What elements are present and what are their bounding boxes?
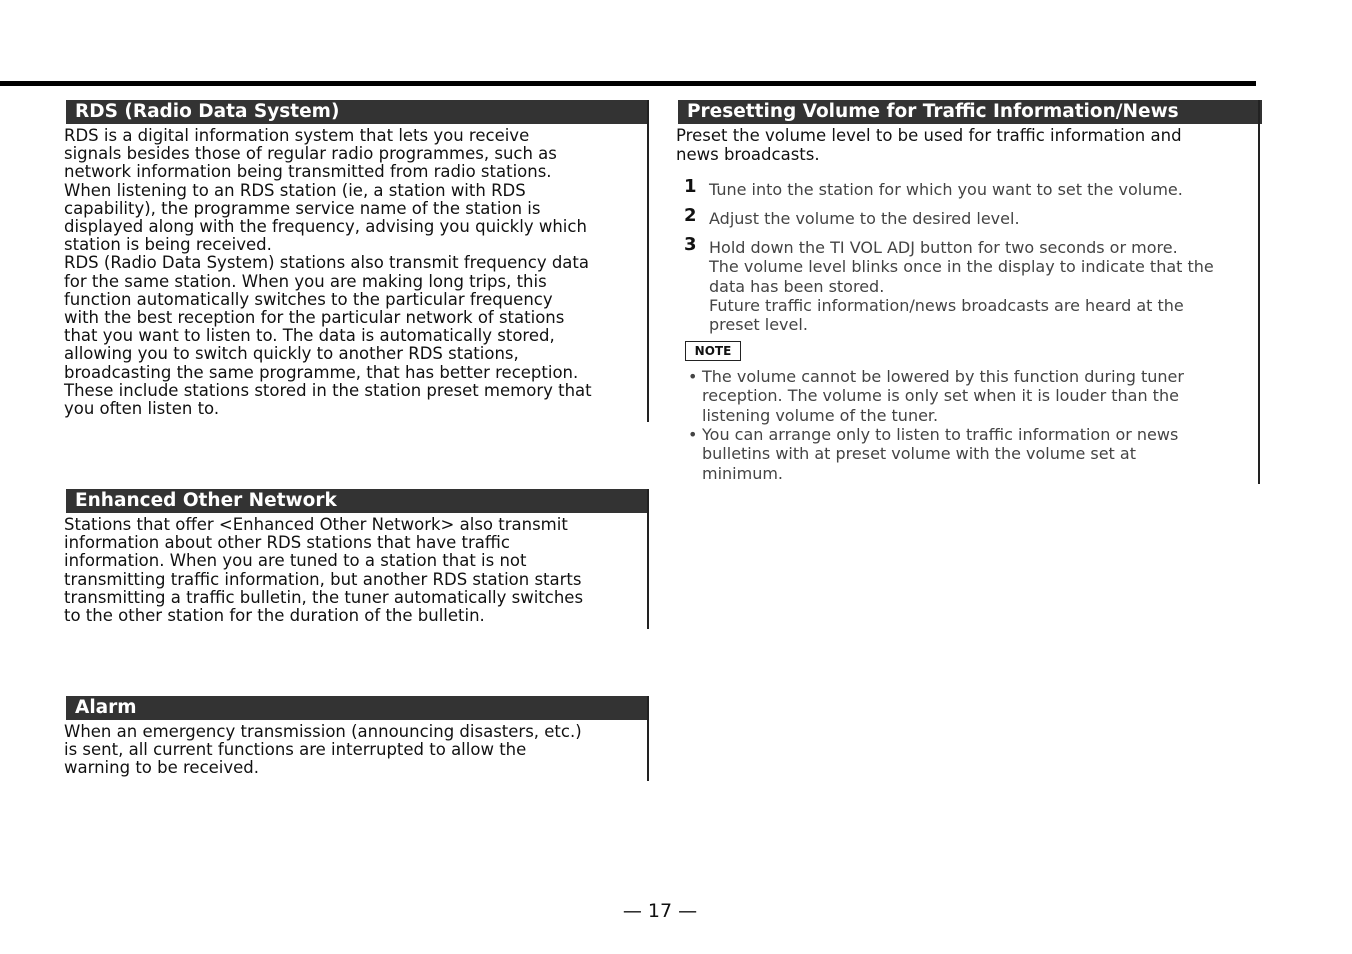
text-line: Stations that offer <Enhanced Other Network> also transmit bbox=[64, 515, 568, 534]
section-heading-alarm: Alarm bbox=[66, 696, 649, 720]
text-line: to the other station for the duration of the bulletin. bbox=[64, 606, 485, 626]
text-line: You can arrange only to listen to traffic information or news bbox=[702, 425, 1179, 444]
section-enhanced-other-network bbox=[64, 489, 649, 629]
text-line: Adjust the volume to the desired level. bbox=[709, 209, 1020, 228]
text-line: reception. The volume is only set when it is louder than the bbox=[702, 386, 1179, 406]
text-line: capability), the programme service name of the station is bbox=[64, 198, 541, 218]
text-line: minimum. bbox=[702, 463, 784, 483]
text-line: function automatically switches to the particular frequency bbox=[64, 289, 553, 309]
step-text bbox=[709, 180, 1183, 199]
text-line: Hold down the TI VOL ADJ button for two seconds or more. bbox=[709, 238, 1178, 257]
top-rule bbox=[0, 81, 1256, 86]
text-line: warning to be received. bbox=[64, 758, 260, 778]
note-badge: NOTE bbox=[685, 341, 741, 361]
text-line: information. When you are tuned to a station that is not bbox=[64, 551, 527, 571]
text-line: transmitting traffic information, but another RDS station starts bbox=[64, 569, 582, 589]
section-border bbox=[647, 100, 649, 422]
section-presetting-volume bbox=[676, 100, 1262, 484]
note-text bbox=[702, 367, 1184, 425]
section-border bbox=[647, 696, 649, 781]
text-line: Future traffic information/news broadcasts are heard at the bbox=[709, 295, 1184, 315]
text-line: preset level. bbox=[709, 315, 808, 335]
text-line: The volume cannot be lowered by this function during tuner bbox=[702, 367, 1184, 386]
text-line: allowing you to switch quickly to another RDS stations, bbox=[64, 344, 519, 364]
text-line: news broadcasts. bbox=[676, 144, 820, 164]
section-border bbox=[1258, 100, 1260, 484]
section-rds bbox=[64, 100, 649, 422]
text-line: displayed along with the frequency, advising you quickly which bbox=[64, 217, 587, 237]
text-line: Preset the volume level to be used for traffic information and bbox=[676, 126, 1182, 145]
text-line: transmitting a traffic bulletin, the tuner automatically switches bbox=[64, 587, 584, 607]
text-line: These include stations stored in the station preset memory that bbox=[64, 380, 592, 400]
text-line: information about other RDS stations that have traffic bbox=[64, 533, 510, 553]
section-heading-rds: RDS (Radio Data System) bbox=[66, 100, 649, 124]
text-line: When listening to an RDS station (ie, a station with RDS bbox=[64, 180, 526, 200]
text-line: for the same station. When you are making long trips, this bbox=[64, 271, 547, 291]
step-number: 2 bbox=[684, 205, 697, 226]
text-line: listening volume of the tuner. bbox=[702, 405, 939, 425]
text-line: bulletins with at preset volume with the volume set at bbox=[702, 444, 1136, 464]
section-intro-preset bbox=[676, 127, 1182, 164]
text-line: signals besides those of regular radio programmes, such as bbox=[64, 144, 557, 164]
section-border bbox=[647, 489, 649, 629]
section-alarm bbox=[64, 696, 649, 781]
text-line: broadcasting the same programme, that has better reception. bbox=[64, 362, 579, 382]
text-line: network information being transmitted from radio stations. bbox=[64, 162, 552, 182]
text-line: The volume level blinks once in the display to indicate that the bbox=[709, 257, 1214, 277]
section-heading-eon: Enhanced Other Network bbox=[66, 489, 649, 513]
section-heading-preset: Presetting Volume for Traffic Information/News bbox=[678, 100, 1262, 124]
section-body-rds bbox=[64, 127, 592, 418]
step-text bbox=[709, 238, 1214, 334]
text-line: you often listen to. bbox=[64, 399, 220, 419]
text-line: is sent, all current functions are interrupted to allow the bbox=[64, 740, 527, 760]
note-text bbox=[702, 425, 1178, 483]
text-line: RDS is a digital information system that lets you receive bbox=[64, 126, 530, 145]
bullet-icon: • bbox=[688, 425, 698, 444]
text-line: with the best reception for the particular network of stations bbox=[64, 308, 565, 328]
section-body-alarm bbox=[64, 723, 582, 778]
step-number: 3 bbox=[684, 234, 697, 255]
step-text bbox=[709, 209, 1020, 228]
section-body-eon bbox=[64, 516, 583, 625]
bullet-icon: • bbox=[688, 367, 698, 386]
text-line: RDS (Radio Data System) stations also transmit frequency data bbox=[64, 253, 590, 273]
text-line: data has been stored. bbox=[709, 276, 885, 296]
text-line: that you want to listen to. The data is automatically stored, bbox=[64, 326, 555, 346]
text-line: Tune into the station for which you want to set the volume. bbox=[709, 180, 1183, 199]
page-number: — 17 — bbox=[622, 900, 698, 922]
text-line: station is being received. bbox=[64, 235, 272, 255]
step-number: 1 bbox=[684, 176, 697, 197]
text-line: When an emergency transmission (announcing disasters, etc.) bbox=[64, 722, 582, 741]
